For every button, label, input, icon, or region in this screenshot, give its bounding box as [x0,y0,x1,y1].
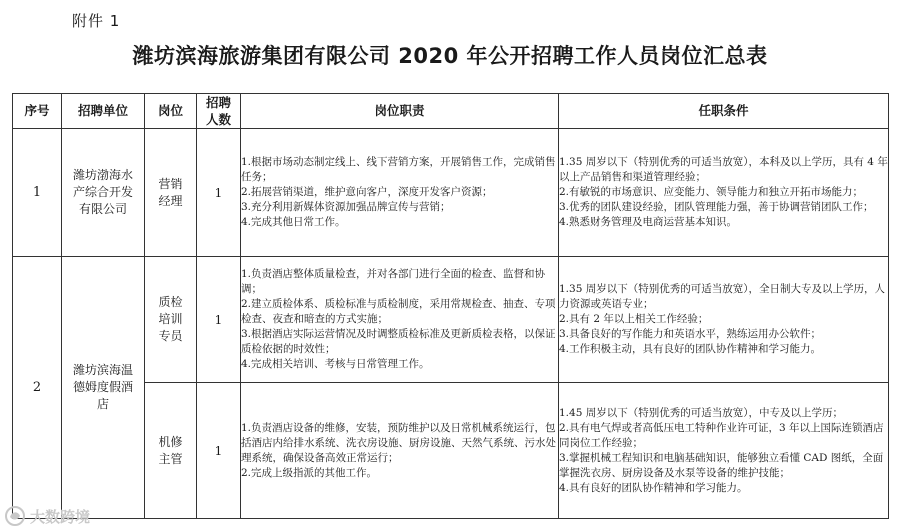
requirement-item: 3.优秀的团队建设经验，团队管理能力强，善于协调营销团队工作； [559,201,874,213]
table-row [13,257,889,383]
row-count: 1 [197,257,241,383]
table-row [13,129,889,257]
document-title: 潍坊滨海旅游集团有限公司 2020 年公开招聘工作人员岗位汇总表 [132,44,768,68]
requirement-item: 1.35 周岁以下（特别优秀的可适当放宽），全日制大专及以上学历，人力资源或英语专业； [559,283,885,310]
duty-item: 2.建立质检体系、质检标准与质检制度，采用常规检查、抽查、专项检查、夜查和暗查的方式实施； [241,298,556,325]
logo-mark-icon [4,505,26,527]
requirement-item: 2.具有 2 年以上相关工作经验； [559,313,709,325]
duty-item: 4.完成其他日常工作。 [241,216,346,228]
duty-item: 2.完成上级指派的其他工作。 [241,466,378,479]
requirement-item: 4.熟悉财务管理及电商运营基本知识。 [559,216,738,228]
header-requirements: 任职条件 [559,94,889,129]
requirement-item: 2.有敏锐的市场意识、应变能力、领导能力和独立开拓市场能力； [559,186,864,198]
header-duties: 岗位职责 [241,94,559,129]
requirement-item: 3.掌握机械工程知识和电脑基础知识，能够独立看懂 CAD 图纸，全面掌握洗衣房、厨房设备及水泵等设备的维护技能； [559,451,884,479]
attachment-label: 附件 1 [72,12,121,30]
row-serial: 1 [13,129,62,257]
duty-item: 3.根据酒店实际运营情况及时调整质检标准及更新质检表格，以保证质检依据的时效性； [241,328,556,355]
header-count: 招聘人数 [197,94,241,129]
duty-item: 1.负责酒店整体质量检查，并对各部门进行全面的检查、监督和协调； [241,268,546,295]
duty-item: 2.拓展营销渠道，维护意向客户，深度开发客户资源； [241,186,493,198]
header-position: 岗位 [145,94,197,129]
requirement-item: 3.具备良好的写作能力和英语水平，熟练运用办公软件； [559,328,822,340]
row-position: 质检培训专员 [145,257,197,383]
requirement-item: 4.具有良好的团队协作精神和学习能力。 [559,481,748,494]
header-unit: 招聘单位 [62,94,145,129]
duty-item: 1.负责酒店设备的维修，安装，预防维护以及日常机械系统运行，包括酒店内给排水系统、洗衣房设施、厨房设施、天然气系统、污水处理系统，确保设备高效正常运行； [241,421,556,464]
table-header-row [13,94,889,129]
row-unit: 潍坊滨海温德姆度假酒店 [62,257,145,519]
row-serial: 2 [13,257,62,519]
watermark [4,505,90,527]
positions-table [12,93,889,519]
row-duties [241,129,559,257]
row-requirements [559,129,889,257]
row-duties [241,257,559,383]
row-duties [241,383,559,519]
row-requirements [559,257,889,383]
row-count: 1 [197,383,241,519]
requirement-item: 4.工作积极主动，具有良好的团队协作精神和学习能力。 [559,343,822,355]
requirement-item: 1.35 周岁以下（特别优秀的可适当放宽），本科及以上学历，具有 4 年以上产品销售和渠道管理经验； [559,156,888,183]
table-row [13,383,889,519]
duty-item: 3.充分利用新媒体资源加强品牌宣传与营销； [241,201,451,213]
row-position: 营销经理 [145,129,197,257]
duty-item: 4.完成相关培训、考核与日常管理工作。 [241,358,430,370]
watermark-text: 大数跨境 [30,507,91,526]
row-count: 1 [197,129,241,257]
requirement-item: 1.45 周岁以下（特别优秀的可适当放宽），中专及以上学历； [559,406,843,419]
requirement-item: 2.具有电气焊或者高低压电工特种作业许可证，3 年以上国际连锁酒店同岗位工作经验； [559,421,884,449]
row-requirements [559,383,889,519]
duty-item: 1.根据市场动态制定线上、线下营销方案，开展销售工作，完成销售任务； [241,156,556,183]
row-position: 机修主管 [145,383,197,519]
row-unit: 潍坊渤海水产综合开发有限公司 [62,129,145,257]
header-serial: 序号 [13,94,62,129]
